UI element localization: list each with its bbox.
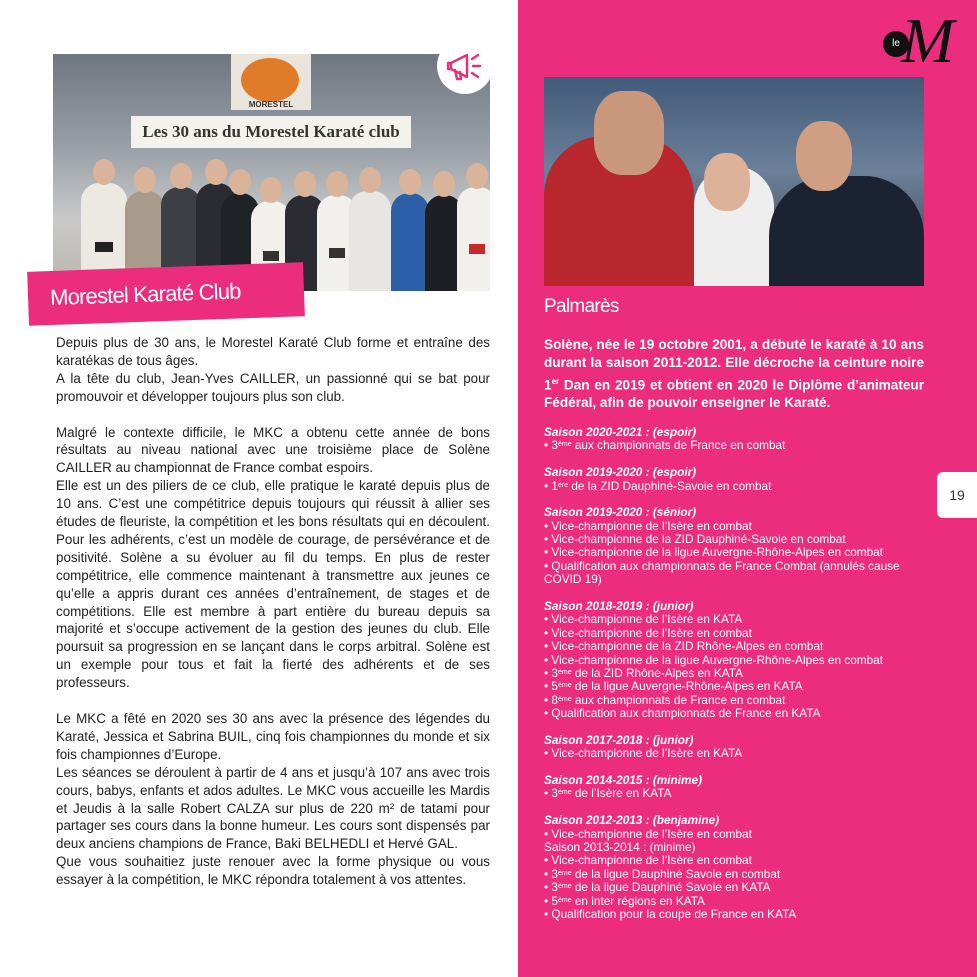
result-text: en inter régions en KATA [571,893,705,908]
result-text: • 3 [544,665,558,680]
club-group-photo [53,54,490,291]
result-text: de la ligue Auvergne-Rhône-Alpes en KATA [571,679,803,694]
season-block [544,774,926,801]
person-figure [457,187,490,291]
result-text: • 8 [544,692,558,707]
result-text: • Qualification aux championnats de France en KATA [544,706,821,721]
result-item [544,680,926,693]
paragraph: Depuis plus de 30 ans, le Morestel Karaté Club forme et entraîne des karatékas de tous âges. [56,335,490,368]
person-figure [704,153,750,211]
result-ordinal: ème [557,682,572,690]
result-item [544,627,926,640]
result-item [544,654,926,667]
season-title: Saison 2018-2019 : (junior) [544,598,694,613]
result-ordinal: ème [557,869,572,877]
result-text: • Vice-championne de l’Isère en KATA [544,612,743,627]
result-text: • 1 [544,478,558,493]
season-title: Saison 2014-2015 : (minime) [544,773,703,788]
result-ordinal: ème [557,789,572,797]
result-text: • Vice-championne de l’Isère en KATA [544,746,743,761]
person-figure [594,91,664,175]
paragraph: Le MKC a fêté en 2020 ses 30 ans avec la présence des légendes du Karaté, Jessica et Sabrina BUIL, cinq fois championnes du monde et six fois championnes d’Europe. [56,711,490,762]
result-text: • Vice-championne de l’Isère en combat [544,826,752,841]
result-item [544,841,926,854]
result-text: • Vice-championne de la ZID Dauphiné-Savoie en combat [544,532,846,547]
palmares-intro [544,336,924,413]
person-figure [769,176,924,286]
season-title: Saison 2012-2013 : (benjamine) [544,813,720,828]
season-block [544,600,926,721]
result-ordinal: ème [557,883,572,891]
season-title: Saison 2017-2018 : (junior) [544,732,694,747]
result-text: Saison 2013-2014 : (minime) [544,839,696,854]
logo-le: le [883,31,909,57]
result-text: • 3 [544,438,558,453]
result-item [544,640,926,653]
club-logo-banner [231,54,311,110]
result-ordinal: ème [557,668,572,676]
paragraph: Que vous souhaitiez juste renouer avec la forme physique ou vous essayer à la compétition, le MKC répondra totalement à vos attentes. [56,854,490,888]
season-block [544,466,926,493]
result-text: • Vice-championne de l’Isère en combat [544,625,752,640]
club-title-banner [27,262,305,326]
paragraph: Les séances se déroulent à partir de 4 ans et jusqu’à 107 ans avec trois cours, babys, enfants et ados adultes. Le MKC vous accueille les Mardis et Jeudis à la salle Robert CALZA sur plus de 220 m² de tatami pour partager ses cours dans la bonne humeur. Les cours sont dispensés par deux anciens champions de France, Baki BELHEDLI et Hervé GAL. [56,764,490,852]
result-ordinal: ème [557,441,572,449]
club-logo-emblem [241,58,299,102]
result-item [544,747,926,760]
club-description [56,334,490,889]
anniversary-banner: Les 30 ans du Morestel Karaté club [131,116,411,148]
paragraph: A la tête du club, Jean-Yves CAILLER, un passionné qui se bat pour promouvoir et développer toujours plus son club. [56,370,490,404]
result-text: de la ZID Rhône-Alpes en KATA [571,665,743,680]
result-text: aux championnats de France en combat [571,438,786,453]
result-ordinal: ème [557,695,572,703]
result-item [544,546,926,559]
person-figure [349,191,391,291]
result-text: • 3 [544,786,558,801]
athletes-photo [544,77,924,286]
result-item [544,707,926,720]
megaphone-icon [445,49,485,83]
result-text: de la ZID Dauphiné-Savoie en combat [568,478,772,493]
result-item [544,908,926,921]
result-text: • Qualification pour la coupe de France en KATA [544,906,797,921]
result-item [544,828,926,841]
club-logo-text: MORESTEL [248,100,294,109]
result-text: • 3 [544,866,558,881]
season-title: Saison 2020-2021 : (espoir) [544,425,697,439]
season-block [544,506,926,586]
result-text: • Vice-championne de la ligue Auvergne-Rhône-Alpes en combat [544,652,884,667]
page-number: 19 [937,472,977,518]
result-item [544,667,926,680]
season-title: Saison 2019-2020 : (sénior) [544,505,697,520]
result-item [544,694,926,707]
result-item [544,895,926,908]
logo-m: M [901,5,955,76]
result-text: • Vice-championne de la ZID Rhône-Alpes en combat [544,639,824,654]
megaphone-badge [437,38,493,94]
result-text: • Qualification aux championnats de France Combat (annulés cause COVID 19) [544,558,900,587]
intro-sup: er [551,376,560,386]
right-column [518,0,977,977]
paragraph: Malgré le contexte difficile, le MKC a obtenu cette année de bons résultats au niveau national avec une troisième place de Solène CAILLER au championnat de France combat espoirs. [56,424,490,476]
palmares-list [544,426,926,935]
result-text: de l’Isère en KATA [571,786,672,801]
person-figure [391,193,429,291]
result-ordinal: ème [557,896,572,904]
result-item [544,439,926,452]
result-item [544,868,926,881]
result-text: • 5 [544,893,558,908]
season-block [544,426,926,453]
result-text: • 5 [544,679,558,694]
result-text: • Vice-championne de la ligue Auvergne-Rhône-Alpes en combat [544,545,884,560]
person-figure [796,121,852,191]
club-title: Morestel Karaté Club [49,278,242,311]
result-item [544,560,926,587]
intro-text-a: Solène, née le 19 octobre 2001, a débuté le karaté à 10 ans durant la saison 2011-2012. Elle décroche la ceinture noire 1 [544,337,924,393]
result-text: • Vice-championne de l’Isère en combat [544,518,752,533]
result-item [544,520,926,533]
result-item [544,533,926,546]
result-item [544,787,926,800]
season-title: Saison 2019-2020 : (espoir) [544,465,697,480]
magazine-logo [883,5,963,76]
palmares-title: Palmarès [544,296,619,317]
season-block [544,814,926,921]
result-item [544,613,926,626]
result-item [544,480,926,493]
season-block [544,734,926,761]
result-text: • Vice-championne de l’Isère en combat [544,853,752,868]
result-item [544,854,926,867]
result-text: aux championnats de France en combat [571,692,786,707]
result-text: • 3 [544,880,558,895]
result-text: de la ligue Dauphiné Savoie en combat [571,866,781,881]
result-text: de la ligue Dauphiné Savoie en KATA [571,880,771,895]
intro-text-b: Dan en 2019 et obtient en 2020 le Diplôme d’animateur Fédéral, afin de pouvoir enseigner le Karaté. [544,377,924,411]
result-item [544,881,926,894]
paragraph: Elle est un des piliers de ce club, elle pratique le karaté depuis plus de 10 ans. C’est une compétitrice depuis toujours qui réussit à allier ses études de fleuriste, la compétition et les bons résultats qui en découlent. Pour les adhérents, c’est un modèle de courage, de persévérance et de positivité. Solène a su évoluer au fil du temps. En plus de rester compétitrice, elle commence maintenant à transmettre aux jeunes ce qu’elle a appris durant ces années d’entraînement, de stages et de compétitions. Elle est membre à part entière du bureau depuis sa majorité et s’occupe activement de la gestion des jeunes du club. Elle poursuit sa progression en se lançant dans le corps arbitral. Solène est un exemple pour tous et fait la fierté des adhérents et de ses professeurs. [56,478,490,691]
result-ordinal: ère [557,481,569,489]
